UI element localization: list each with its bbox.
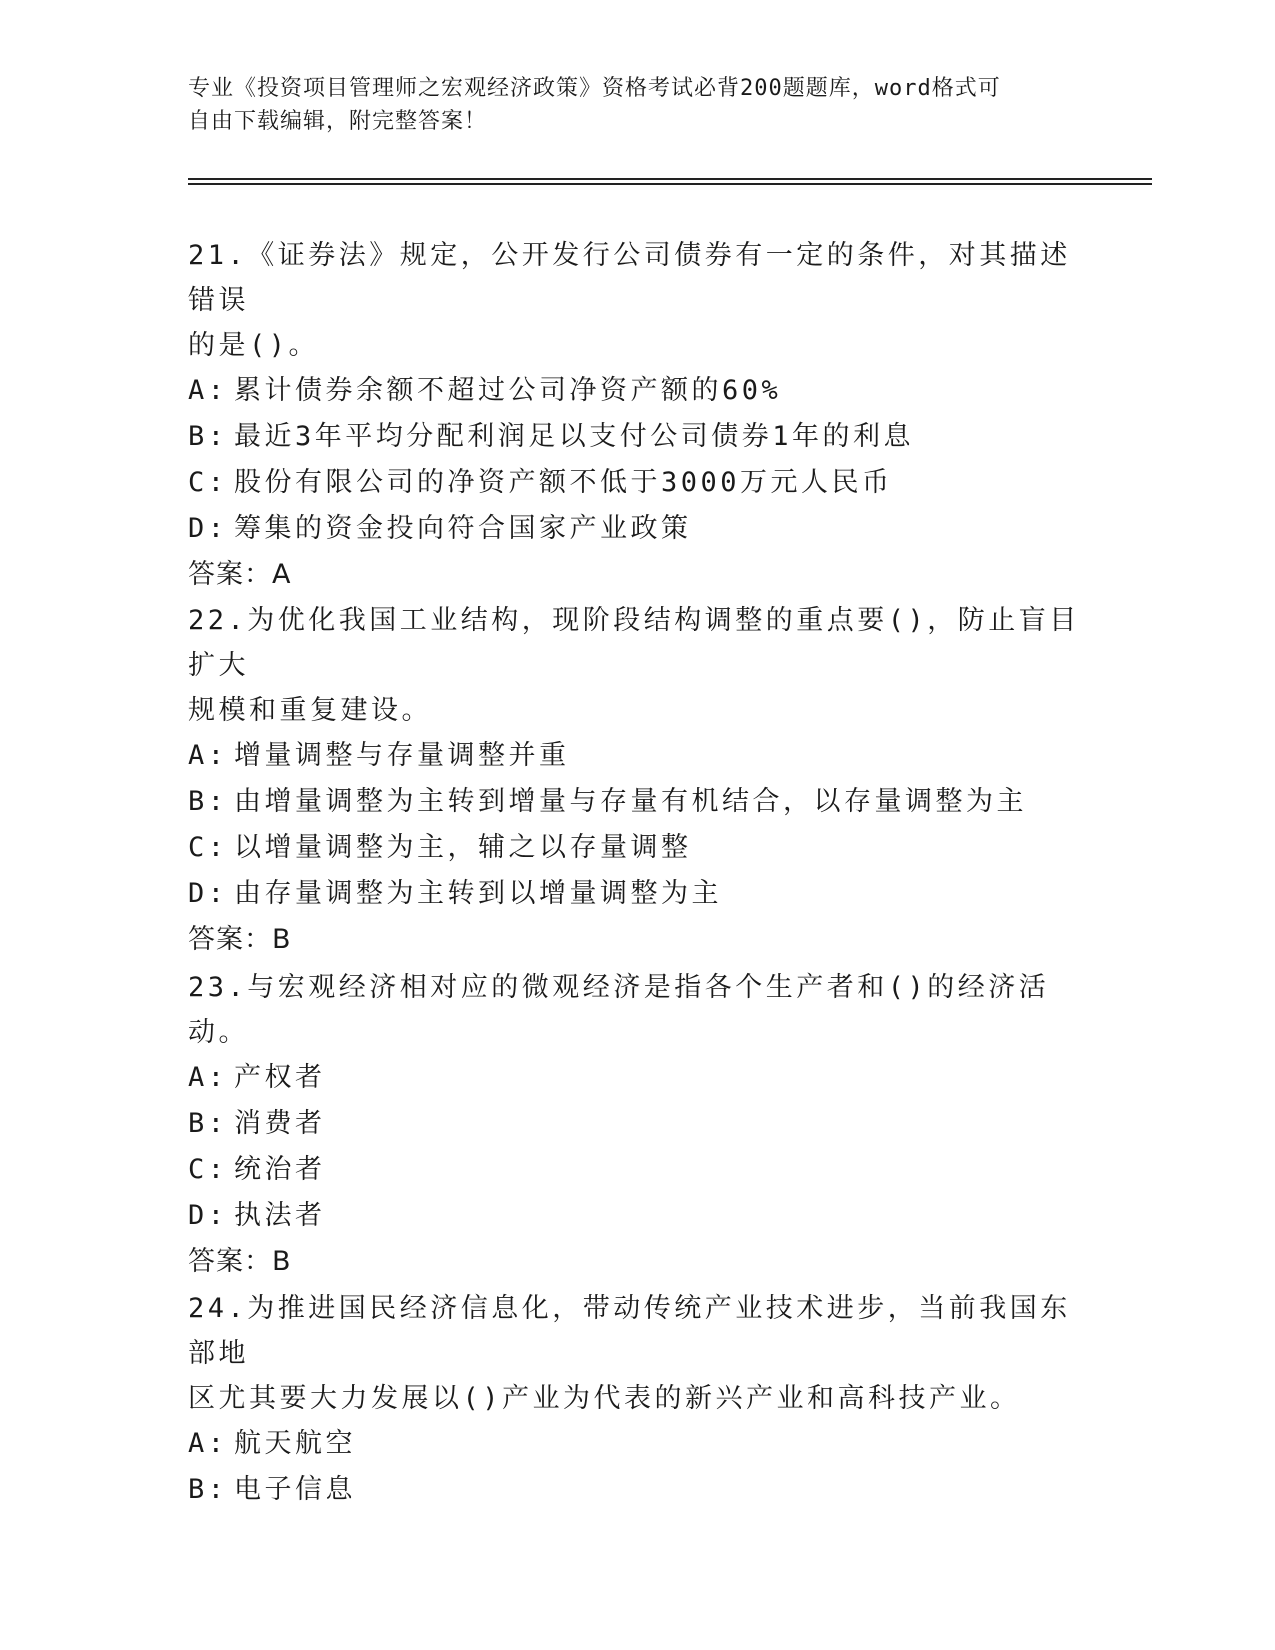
option-text: 筹集的资金投向符合国家产业政策	[234, 513, 692, 544]
option-c	[188, 1147, 1088, 1193]
question-stem-line: 的是()。	[188, 330, 320, 361]
option-d	[188, 1193, 1088, 1239]
option-text: 由存量调整为主转到以增量调整为主	[234, 878, 722, 909]
question-21	[188, 233, 1088, 598]
option-b	[188, 779, 1088, 825]
option-key: D:	[188, 1200, 228, 1231]
option-text: 电子信息	[234, 1474, 356, 1505]
question-stem-line: 24.为推进国民经济信息化，带动传统产业技术进步，当前我国东部地	[188, 1293, 1071, 1369]
question-23	[188, 965, 1088, 1285]
option-a	[188, 1421, 1088, 1467]
option-text: 执法者	[234, 1200, 326, 1231]
header-line-2: 自由下载编辑，附完整答案！	[188, 109, 488, 134]
option-key: A:	[188, 1062, 228, 1093]
answer-line: 答案：B	[188, 924, 292, 955]
option-key: C:	[188, 832, 228, 863]
option-text: 产权者	[234, 1062, 326, 1093]
question-22	[188, 598, 1088, 963]
header-divider-thick	[188, 178, 1152, 180]
option-b	[188, 414, 1088, 460]
option-d	[188, 871, 1088, 917]
question-stem-line: 23.与宏观经济相对应的微观经济是指各个生产者和()的经济活动。	[188, 972, 1050, 1048]
option-key: C:	[188, 1154, 228, 1185]
option-text: 以增量调整为主，辅之以存量调整	[234, 832, 692, 863]
option-key: B:	[188, 1474, 228, 1505]
question-stem-line: 规模和重复建设。	[188, 695, 432, 726]
option-b	[188, 1467, 1088, 1513]
option-key: D:	[188, 878, 228, 909]
option-text: 消费者	[234, 1108, 326, 1139]
option-key: B:	[188, 421, 228, 452]
option-c	[188, 825, 1088, 871]
question-stem-line: 区尤其要大力发展以()产业为代表的新兴产业和高科技产业。	[188, 1383, 1021, 1414]
header-divider-thin	[188, 183, 1152, 185]
option-text: 增量调整与存量调整并重	[234, 740, 570, 771]
option-text: 统治者	[234, 1154, 326, 1185]
option-text: 航天航空	[234, 1428, 356, 1459]
question-stem-line: 22.为优化我国工业结构，现阶段结构调整的重点要()，防止盲目扩大	[188, 605, 1080, 681]
option-a	[188, 368, 1088, 414]
answer-line: 答案：A	[188, 559, 292, 590]
document-header	[188, 72, 1088, 138]
question-stem-line: 21.《证券法》规定，公开发行公司债券有一定的条件，对其描述错误	[188, 240, 1071, 316]
option-text: 累计债券余额不超过公司净资产额的60%	[234, 375, 782, 406]
option-text: 股份有限公司的净资产额不低于3000万元人民币	[234, 467, 893, 498]
option-c	[188, 460, 1088, 506]
option-a	[188, 733, 1088, 779]
option-key: C:	[188, 467, 228, 498]
option-key: B:	[188, 1108, 228, 1139]
option-text: 由增量调整为主转到增量与存量有机结合，以存量调整为主	[234, 786, 1027, 817]
option-d	[188, 506, 1088, 552]
option-a	[188, 1055, 1088, 1101]
option-text: 最近3年平均分配利润足以支付公司债券1年的利息	[234, 421, 915, 452]
option-key: A:	[188, 740, 228, 771]
question-24	[188, 1286, 1088, 1513]
option-key: D:	[188, 513, 228, 544]
option-b	[188, 1101, 1088, 1147]
option-key: A:	[188, 375, 228, 406]
header-line-1: 专业《投资项目管理师之宏观经济政策》资格考试必背200题题库，word格式可	[188, 76, 1001, 101]
option-key: B:	[188, 786, 228, 817]
option-key: A:	[188, 1428, 228, 1459]
answer-line: 答案：B	[188, 1246, 292, 1277]
